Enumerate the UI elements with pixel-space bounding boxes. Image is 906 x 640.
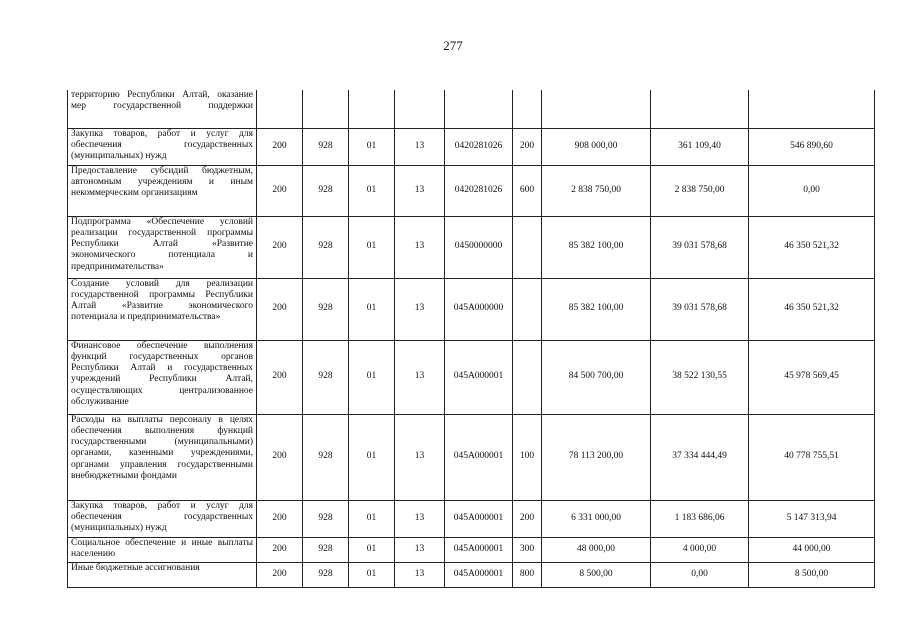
cell-code: 045А000000 xyxy=(445,278,513,340)
cell-c1: 200 xyxy=(257,500,303,537)
cell-code: 045А000001 xyxy=(445,537,513,562)
cell-type xyxy=(513,90,542,128)
page-number: 277 xyxy=(443,38,463,53)
table-row xyxy=(68,562,875,587)
cell-c3 xyxy=(349,90,395,128)
cell-remainder: 5 147 313,94 xyxy=(749,500,875,537)
cell-c2: 928 xyxy=(303,165,349,216)
table-row xyxy=(68,128,875,165)
cell-c3: 01 xyxy=(349,500,395,537)
cell-c4: 13 xyxy=(395,165,445,216)
cell-c1: 200 xyxy=(257,165,303,216)
cell-c4 xyxy=(395,90,445,128)
table-row xyxy=(68,90,875,128)
row-name: Закупка товаров, работ и услуг для обеспечения государственных (муниципальных) нужд xyxy=(68,128,257,165)
cell-executed: 361 109,40 xyxy=(651,128,749,165)
cell-c2: 928 xyxy=(303,340,349,414)
cell-remainder: 8 500,00 xyxy=(749,562,875,587)
row-name: Закупка товаров, работ и услуг для обеспечения государственных (муниципальных) нужд xyxy=(68,500,257,537)
row-name: Социальное обеспечение и иные выплаты населению xyxy=(68,537,257,562)
cell-c1: 200 xyxy=(257,562,303,587)
cell-plan: 85 382 100,00 xyxy=(542,278,651,340)
cell-remainder: 46 350 521,32 xyxy=(749,278,875,340)
cell-c2: 928 xyxy=(303,128,349,165)
cell-code: 0420281026 xyxy=(445,165,513,216)
cell-c2: 928 xyxy=(303,414,349,500)
table-row xyxy=(68,340,875,414)
table-row xyxy=(68,414,875,500)
cell-plan: 48 000,00 xyxy=(542,537,651,562)
row-name: Иные бюджетные ассигнования xyxy=(68,562,257,587)
cell-c1: 200 xyxy=(257,537,303,562)
row-name: Подпрограмма «Обеспечение условий реализации государственной программы Республики Алтай «Развитие экономического потенциала и предпринимательства» xyxy=(68,216,257,278)
cell-plan xyxy=(542,90,651,128)
cell-c3: 01 xyxy=(349,414,395,500)
row-name: Предоставление субсидий бюджетным, автономным учреждениям и иным некоммерческим организациям xyxy=(68,165,257,216)
cell-c3: 01 xyxy=(349,128,395,165)
cell-c4: 13 xyxy=(395,128,445,165)
cell-c3: 01 xyxy=(349,537,395,562)
cell-code: 045А000001 xyxy=(445,500,513,537)
cell-executed: 37 334 444,49 xyxy=(651,414,749,500)
cell-c3: 01 xyxy=(349,562,395,587)
cell-c3: 01 xyxy=(349,165,395,216)
cell-c4: 13 xyxy=(395,216,445,278)
cell-c1 xyxy=(257,90,303,128)
cell-code: 0450000000 xyxy=(445,216,513,278)
cell-executed: 4 000,00 xyxy=(651,537,749,562)
cell-c4: 13 xyxy=(395,340,445,414)
cell-executed: 38 522 130,55 xyxy=(651,340,749,414)
table-row xyxy=(68,216,875,278)
cell-c1: 200 xyxy=(257,278,303,340)
cell-c3: 01 xyxy=(349,340,395,414)
cell-executed: 39 031 578,68 xyxy=(651,278,749,340)
cell-remainder xyxy=(749,90,875,128)
cell-remainder: 0,00 xyxy=(749,165,875,216)
cell-type: 200 xyxy=(513,500,542,537)
cell-c4: 13 xyxy=(395,500,445,537)
cell-executed: 0,00 xyxy=(651,562,749,587)
cell-remainder: 40 778 755,51 xyxy=(749,414,875,500)
cell-remainder: 46 350 521,32 xyxy=(749,216,875,278)
cell-executed: 1 183 686,06 xyxy=(651,500,749,537)
cell-c2: 928 xyxy=(303,500,349,537)
cell-type xyxy=(513,340,542,414)
cell-c4: 13 xyxy=(395,278,445,340)
cell-c2: 928 xyxy=(303,216,349,278)
cell-c2: 928 xyxy=(303,278,349,340)
cell-type: 600 xyxy=(513,165,542,216)
table-row xyxy=(68,500,875,537)
cell-executed: 39 031 578,68 xyxy=(651,216,749,278)
cell-code: 045А000001 xyxy=(445,340,513,414)
cell-executed: 2 838 750,00 xyxy=(651,165,749,216)
row-name: территорию Республики Алтай, оказание мер государственной поддержки xyxy=(68,90,257,128)
cell-code: 0420281026 xyxy=(445,128,513,165)
cell-c4: 13 xyxy=(395,414,445,500)
cell-c1: 200 xyxy=(257,414,303,500)
cell-type: 300 xyxy=(513,537,542,562)
table-row xyxy=(68,278,875,340)
cell-type: 200 xyxy=(513,128,542,165)
cell-plan: 2 838 750,00 xyxy=(542,165,651,216)
cell-plan: 908 000,00 xyxy=(542,128,651,165)
cell-code: 045А000001 xyxy=(445,562,513,587)
cell-type xyxy=(513,278,542,340)
table-row xyxy=(68,537,875,562)
row-name: Расходы на выплаты персоналу в целях обеспечения выполнения функций государственными (муниципальными) органами, казенными учреждениями, органами управления государственными внебюджетными фондами xyxy=(68,414,257,500)
cell-c3: 01 xyxy=(349,216,395,278)
cell-c3: 01 xyxy=(349,278,395,340)
row-name: Финансовое обеспечение выполнения функций государственных органов Республики Алтай и государственных учреждений Республики Алтай, осуществляющих централизованное обслуживание xyxy=(68,340,257,414)
cell-c1: 200 xyxy=(257,216,303,278)
cell-type: 100 xyxy=(513,414,542,500)
cell-c4: 13 xyxy=(395,537,445,562)
cell-type: 800 xyxy=(513,562,542,587)
cell-c2: 928 xyxy=(303,537,349,562)
row-name: Создание условий для реализации государственной программы Республики Алтай «Развитие экономического потенциала и предпринимательства» xyxy=(68,278,257,340)
budget-table xyxy=(67,90,875,588)
cell-executed xyxy=(651,90,749,128)
cell-remainder: 546 890,60 xyxy=(749,128,875,165)
cell-code: 045А000001 xyxy=(445,414,513,500)
cell-code xyxy=(445,90,513,128)
cell-c4: 13 xyxy=(395,562,445,587)
cell-plan: 84 500 700,00 xyxy=(542,340,651,414)
cell-remainder: 45 978 569,45 xyxy=(749,340,875,414)
cell-c2 xyxy=(303,90,349,128)
cell-c1: 200 xyxy=(257,128,303,165)
cell-plan: 6 331 000,00 xyxy=(542,500,651,537)
cell-plan: 8 500,00 xyxy=(542,562,651,587)
cell-c1: 200 xyxy=(257,340,303,414)
cell-plan: 85 382 100,00 xyxy=(542,216,651,278)
cell-plan: 78 113 200,00 xyxy=(542,414,651,500)
cell-remainder: 44 000,00 xyxy=(749,537,875,562)
cell-type xyxy=(513,216,542,278)
table-row xyxy=(68,165,875,216)
cell-c2: 928 xyxy=(303,562,349,587)
